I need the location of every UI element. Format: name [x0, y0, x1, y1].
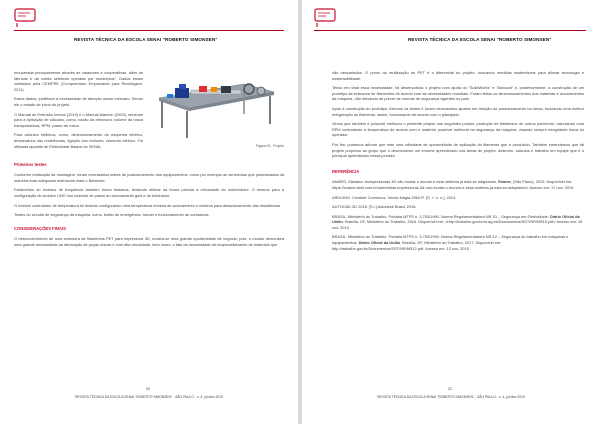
- paragraph: Esses dados, justificam a necessidade de atenção nesse mercado. Sendo ele o estado de início do projeto.: [14, 96, 143, 107]
- extruder-machine-illustration: [149, 70, 284, 142]
- reference-list: [332, 179, 584, 251]
- magazine-logo-icon: [314, 6, 338, 28]
- reference-item: ARDUINO. Creative Commons, Vendo Magia 2560 R. [S. l.: s. n.], 2014.: [332, 194, 457, 200]
- paragraph: O desenvolvimento de uma extrusora de filamentos PET para impressora 3D, mostra-se uma grande oportunidade de negócio, pois, o mundo demonstra uma grande necessidade da fabricação de peças únicas e com alta velocidade, bem como, o fato da necessidade de reaproveitamento de materiais que: [14, 236, 284, 247]
- left-page: [0, 0, 298, 424]
- reference-item: BRASIL. Ministério do Trabalho. Portaria MTPS n. 3.753/1990. Norma Regulamentadora NR-12 – Segurança do trabalho em máquinas e equipamentos. Diário Oficial da União. Brasília, DF, Ministério do Trabalho, 2017. Disponível em: http://trabalho.gov.br/Documentos/SST/NR/NR12.pdf. Acesso em: 13 nov. 2019.: [332, 234, 569, 251]
- page-footer: REVISTA TÉCNICA DA ESCOLA SENAI "ROBERTO SIMONSEN" - SÃO PAULO - n. 4, jul./dez 2019: [75, 395, 223, 399]
- paragraph: Parâmetros do inversor de frequência também foram testados, tentando alinhar da forma precisa a velocidade do motoredutor. O mesmo para a configuração do Arduino UNO nos motores de passo do acionamento guia e do bobinador.: [14, 187, 284, 198]
- reference-item: BRASIL. Ministério do Trabalho. Portaria MTPS n. 3.753/1990. Norma Regulamentadora NR 10 – Segurança em Eletricidade. Diário Oficial da União. Brasília, DF, Ministério do Trabalho, 2016. Disponível em: <http://trabalho.gov.br/nr.ag.es/Documentos/SST/NR/NR10.pdf> Acesso em: 18 nov. 2019.: [332, 213, 583, 230]
- page-number: 21: [448, 387, 452, 391]
- paragraph: Vimos que também é possível melhorar o presente projeto nos seguintes pontos: produção de filamentos de outros polímeros, calculando uma RPM controlando a temperatura de acordo com o material; possível melhoria na segurança da máquina, visando sempre integridade física do operador.: [332, 121, 584, 138]
- right-body: [332, 70, 584, 255]
- paragraph: Após a construção do protótipo, fizemos os testes e foram necessários ajustes em relação ao posicionamento na mesa, buscando uma melhor refrigeração do filamento, assim, funcionando de acordo com o planejado.: [332, 105, 584, 117]
- right-page: [302, 0, 600, 424]
- page-number: 20: [146, 387, 150, 391]
- figure-caption: Figura 03 - Projeto: [255, 144, 284, 148]
- figure-projeto: [149, 70, 284, 150]
- paragraph: Conforme realização da montagem, foram necessários testes de posicionamento dos equipamentos, como por exemplo as ventoinhas que posicionadas da maneira mais adequada resfriavam mais o filamento.: [14, 172, 284, 183]
- paragraph: Para cálculos elétricos, como, dimensionamento do esquema elétrico, temperatura das resistências, ligação dos motores, cemento elétrico. Foi utilizada apostila de Eletricidade Básica do SENAI.: [14, 132, 143, 149]
- header-title: REVISTA TÉCNICA DA ESCOLA SENAI "ROBERTO SIMONSEN": [74, 37, 218, 42]
- paragraph: Tendo em vista essa necessidade, foi desenvolvido o projeto com ajuda do "SolidWorks" e "Autocad" e, posteriormente, a construção de um protótipo da extrusora de filamentos de acordo com as necessidades mundiais. Foram feitos os dimensionamentos dos materiais e acionamentos da máquina, não deixando de prever as normas de segurança vigentes no país.: [332, 85, 584, 102]
- section-heading: REFERÊNCIA: [332, 168, 360, 174]
- header-rule: [14, 30, 284, 31]
- header-rule: [314, 30, 586, 31]
- left-body: [14, 70, 284, 252]
- paragraph: são descartados. O ponto da reutilização do PET é o diferencial do projeto, buscando medidas sustentáveis para alinhar tecnologia e sustentabilidade.: [332, 70, 584, 81]
- reference-item: AMARO, Mariana. Asimpressoras 3D vão mudar o mundo e esse sistema já está se adaptando. Exame, (São Paulo), 2019. Disponível em: https://exame.abril.com.br/carreira/as-impressoras-3d-vao-mudar-o-mundo-e-esse-sistema-ja-esta-se-adaptando/. Acesso em: 17 nov. 2019.: [332, 179, 575, 190]
- paragraph: Por fim, podemos afirmar que este uma infinidade de oportunidade de aplicação do filamento que é produzido. Também entendemos que tal projeto propiciou ao grupo que o desenvolveu um enorme aprendizado nas áreas de projeto, desenho, cálculos e trabalho em equipe que é o principal aprendizado nessa jornada.: [332, 141, 584, 159]
- magazine-logo-icon: [14, 6, 38, 28]
- paragraph: recuperada principalmente através de catadores e cooperativas, além de fábricas e da coleta seletivos operada por municípios". Dados esses coletados pela CEMPRE (Compromisso Empresarial para Reciclagem, 2011).: [14, 70, 143, 92]
- paragraph: O Manual de Extrusão Innova (2019) e o Manual Manrich (2003), serviram para a aplicação de cálculos, como, vazão da extrusora, volume da rosca transportadora, RPM, passo de rosca.: [14, 111, 143, 128]
- paragraph: Testes do circuito de segurança da máquina, como, botão de emergência, fusível e funcionamento de contatoras.: [14, 212, 210, 218]
- reference-item: AUTOCAD 3D 2016. [S.l.] Autodesk Brasil, 2016.: [332, 204, 417, 210]
- section-heading: Primeiros testes: [14, 161, 47, 167]
- page-footer: REVISTA TÉCNICA DA ESCOLA SENAI "ROBERTO SIMONSEN" - SÃO PAULO - n. 4, jul./dez 2019: [377, 395, 525, 399]
- header-title: REVISTA TÉCNICA DA ESCOLA SENAI "ROBERTO SIMONSEN": [408, 37, 552, 42]
- section-heading: CONSIDERAÇÕES FINAIS: [14, 225, 66, 231]
- paragraph: O módulo controlador de temperatura foi testado configurando uma temperatura mínima de acionamento e máxima para desacionamento das resistências.: [14, 202, 282, 208]
